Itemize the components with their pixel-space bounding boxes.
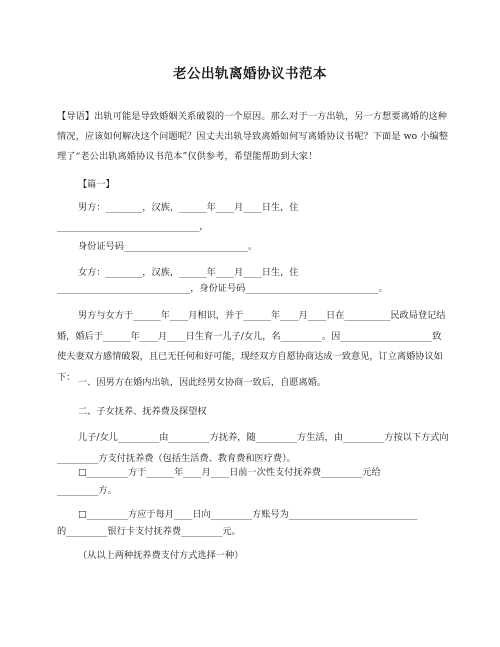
clause-2-heading: 二、子女抚养、抚养费及探望权: [78, 406, 207, 417]
document-title: 老公出轨离婚协议书范本: [173, 66, 327, 82]
payment-option-1-line-2: _________方。: [57, 485, 117, 496]
clause-1: 一、因男方在婚内出轨，因此经男女协商一致后，自愿离婚。: [78, 377, 327, 388]
husband-id-line: 身份证号码___________________________。: [78, 241, 258, 252]
intro-paragraph: 【导语】出轨可能是导致婚姻关系破裂的一个原因。那么对于一方出轨，另一方想要离婚的这种情况，应该如何解决这个问题呢？因丈夫出轨导致离婚如何写离婚协议书呢？下面是 wo 小编整理了“老公出轨离婚协议书范本”仅供参考，希望能帮助到大家！: [57, 111, 449, 162]
payment-option-2-line-1: □_________方应于每月____日向_________方账号为____________________________: [78, 509, 418, 520]
wife-info-line: 女方：________，汉族，______年____月____日生，住: [78, 267, 299, 278]
marriage-paragraph: 男方与女方于______年____月相识，并于______年____月____日在__________民政局登记结婚，婚后于______年____月____日生育一儿子/女儿，名_________。因____________________致使夫妻双方感情破裂，且已无任何和好可能，现经双方自愿协商达成一致意见，订立离婚协议如下：: [57, 310, 446, 383]
custody-paragraph: 儿子/女儿_________由_________方抚养，随_________方生活，由_________方按以下方式向_________方支付抚养费（包括生活费、教育费和医疗费）。: [57, 432, 449, 464]
wife-address-id-line: _____________________________，身份证号码_____________________________。: [57, 283, 388, 294]
payment-option-1-line-1: □_________方于______年____月____日前一次性支付抚养费_________元给: [78, 467, 381, 478]
husband-info-line: 男方：________，汉族，______年____月____日生，住: [78, 202, 299, 213]
payment-option-2-line-2: 的_________银行卡支付抚养费_________元。: [57, 526, 241, 537]
husband-address-line: _______________________________，: [57, 221, 209, 232]
section-heading: 【篇一】: [78, 179, 115, 190]
payment-method-note: （从以上两种抚养费支付方式选择一种）: [78, 550, 244, 561]
